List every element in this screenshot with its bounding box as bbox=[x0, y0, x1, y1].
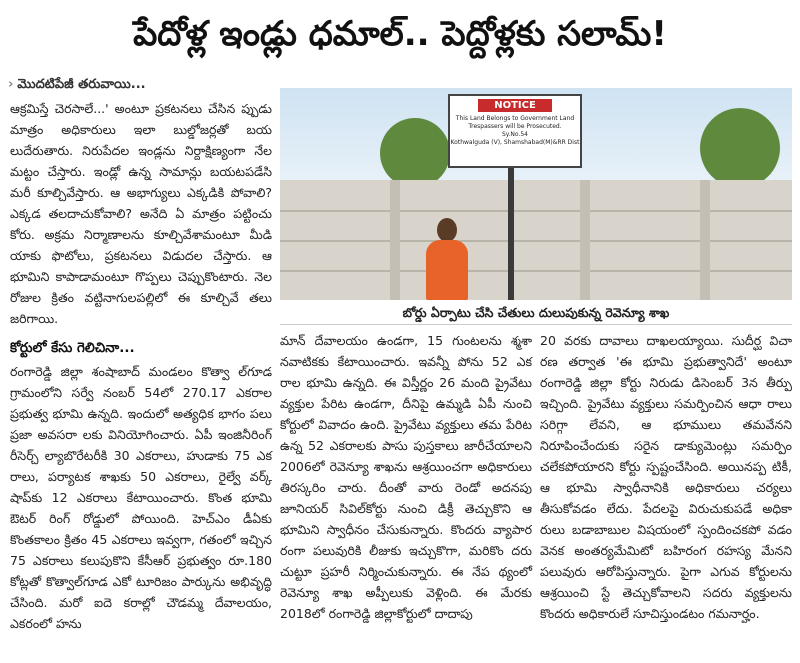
photo-caption: బోర్డు ఏర్పాటు చేసి చేతులు దులుపుకున్న రెవెన్యూ శాఖ bbox=[280, 302, 792, 325]
compound-wall bbox=[280, 180, 792, 300]
paragraph: రంగారెడ్డి జిల్లా శంషాబాద్ మండలం కొత్వా ల్‌గూడ గ్రామంలోని సర్వే నంబర్ 54లో 270.17 ఎకరాల ప్రభుత్వ భూమి ఉన్నది. ఇందులో అత్యధిక భాగం పలు ప్రజా అవసరా లకు వినియోగించారు. ఏపీ ఇంజినీరింగ్ రీసెర్చ్ ల్యాబొరేటరీకి 30 ఎకరాలు, హుడాకు 75 ఎక రాలు, పర్యాటక శాఖకు 50 ఎకరాలు, రైల్వే వర్క్ షాప్‌కు 12 ఎకరాలు కేటాయించారు. కొంత భూమి ఔటర్ రింగ్ రోడ్డులో పోయింది. హెచ్‌ఎం డీఏకు కొంతకాలం క్రితం 45 ఎకరాలు ఇవ్వగా, గతంలో ఇచ్చిన 75 ఎకరాలు కలుపుకొని కేసీఆర్ ప్రభుత్వం రూ.180 కోట్లతో కొత్వాల్‌గూడ ఎకో టూరిజం పార్కును అభివృద్ధి చేసింది. మరో ఐదె కరాల్లో చౌడమ్మ దేవాలయం, ఎకరంలో హను bbox=[10, 364, 272, 631]
notice-line: This Land Belongs to Government Land bbox=[455, 115, 575, 122]
paragraph: 20 వరకు దావాలు దాఖలయ్యాయి. సుదీర్ఘ విచా రణ తర్వాత 'ఈ భూమి ప్రభుత్వానిదే' అంటూ రంగారెడ్డి జిల్లా కోర్టు నిరుడు డిసెంబర్ 3న తీర్పు ఇచ్చింది. ప్రైవేటు వ్యక్తులు సమర్పించిన ఆధా రాలు సరిగ్గా లేవని, ఆ భూములు తమవేనని నిరూపించేందుకు సరైన డాక్యుమెంట్లు సమర్పిం చలేకపోయారని కోర్టు స్పష్టంచేసింది. అయినప్ప టికీ, ఆ భూమి స్వాధీనానికి అధికారులు చర్యలు తీసుకోవడం లేదు. పేదలపై విరుచుకుపడే అధికా రులు బడాబాబుల విషయంలో స్పందించకపో వడం వెనక అంతర్యమేమిటో బహిరంగ రహస్య మేనని పలువురు ఆరోపిస్తున్నారు. పైగా ఎగువ కోర్టులను ఆశ్రయించి స్టే తెచ్చుకోవాలని సదరు వ్యక్తులను కొందరు అధికారులే సూచిస్తుండటం గమనార్హం. bbox=[540, 333, 792, 621]
person-figure bbox=[426, 240, 468, 300]
intro-paragraph: ఆక్రమిస్తే చెరసాలే...' అంటూ ప్రకటనలు చేసిన ప్పుడు మాత్రం అధికారులు ఇలా బుల్డోజర్లతో బయ లుదేరుతారు. నిరుపేదల ఇండ్లను నిర్దాక్షిణ్యంగా నేల మట్టం చేస్తారు. ఇండ్లో ఉన్న సామాన్లు బయటపడేసి మరీ కూల్చివేస్తారు. ఆ అభాగ్యులు ఎక్కడికి పోవాలి? ఎక్కడ తలదాచుకోవాలి? అనేది ఏ మాత్రం పట్టించు కోరు. అక్రమ నిర్మాణాలను కూల్చివేశామంటూ మీడి యాకు ఫొటోలు, ప్రకటనలు విడుదల చేస్తారు. ఆ భూమిని కాపాడామంటూ గొప్పలు చెప్పుకొంటారు. నెల రోజుల క్రితం వట్టినాగులపల్లిలో ఈ కూల్చివే తలు జరిగాయి. bbox=[10, 101, 272, 326]
notice-line: Sy.No.54 bbox=[501, 131, 528, 138]
headline: పేదోళ్ల ఇండ్లు ధమాల్.. పెద్దోళ్లకు సలామ్! bbox=[133, 14, 667, 54]
article-column-2 bbox=[280, 330, 532, 655]
person-head bbox=[437, 218, 457, 242]
article-column-1 bbox=[10, 330, 272, 655]
article-column-3 bbox=[540, 330, 792, 655]
subheading: కోర్టులో కేసు గెలిచినా... bbox=[10, 340, 135, 356]
notice-board bbox=[448, 94, 582, 168]
paragraph: మాన్ దేవాలయం ఉండగా, 15 గుంటలను శ్మశా నవాటికకు కేటాయించారు. ఇవన్నీ పోను 52 ఎక రాల భూమి ఉన్నది. ఈ విస్తీర్ణం 26 మంది ప్రైవేటు వ్యక్తుల పేరిట ఉండగా, దీనిపై ఉమ్మడి ఏపీ నుంచి కోర్టులో వివాదం ఉంది. ప్రైవేటు వ్యక్తులు తమ పేరిట ఉన్న 52 ఎకరాలకు పాసు పుస్తకాలు జారీచేయాలని 2006లో రెవెన్యూ శాఖను ఆశ్రయించగా అధికారులు తిరస్కరిం చారు. దీంతో వారు రెండో అదనపు జూనియర్ సివిల్‌కోర్టు నుంచి డిక్రీ తెచ్చుకొని ఆ భూమిని స్వాధీనం చేసుకున్నారు. కొందరు వ్యాపార రంగా పలువురికి లీజుకు ఇచ్చుకొగా, మరికొం దరు చుట్టూ ప్రహరీ నిర్మించుకున్నారు. ఈ నేప థ్యంలో రెవెన్యూ శాఖ అప్పీలుకు వెళ్లింది. ఈ మేరకు 2018లో రంగారెడ్డి జిల్లాకోర్టులో దాదాపు bbox=[280, 333, 532, 621]
kicker-text: మొదటిపేజీ తరువాయి... bbox=[17, 77, 146, 92]
chevron-right-icon: › bbox=[8, 77, 14, 92]
notice-line: Kothwalguda (V), Shamshabad(M)&RR Dist bbox=[450, 139, 580, 146]
tree-graphic bbox=[380, 118, 450, 188]
news-photo bbox=[280, 88, 792, 300]
intro-column bbox=[10, 98, 272, 326]
continued-kicker bbox=[8, 77, 146, 95]
notice-title: NOTICE bbox=[478, 99, 552, 112]
tree-graphic bbox=[700, 108, 780, 188]
sign-pole bbox=[508, 166, 514, 300]
notice-line: Trespassers will be Prosecuted. bbox=[468, 123, 562, 130]
